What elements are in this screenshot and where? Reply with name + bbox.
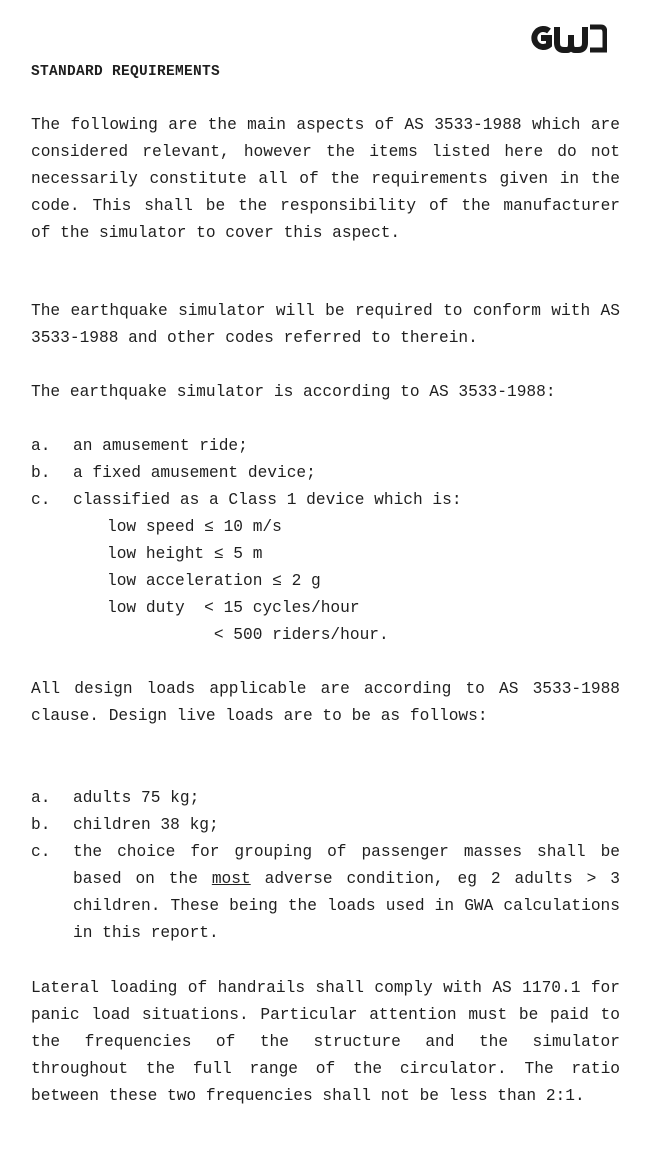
list-item-text: classified as a Class 1 device which is:: [73, 491, 462, 509]
list-item: [31, 433, 620, 460]
list-item: [31, 460, 620, 487]
live-loads-list: [31, 785, 620, 947]
list-marker: a.: [31, 789, 51, 807]
lateral-loading-paragraph: Lateral loading of handrails shall comply with AS 1170.1 for panic load situations. Particular attention must be paid to the frequencies of the structure and the simulator throughout the full range of the circulator. The ratio between these two frequencies shall not be less than 2:1.: [31, 979, 620, 1105]
list-marker: b.: [31, 816, 51, 834]
criterion-acceleration: low acceleration ≤ 2 g: [107, 572, 321, 590]
list-marker: b.: [31, 464, 51, 482]
grouping-text-end: adverse condition, eg 2 adults > 3 children. These being the loads used in GWA calculations in this report.: [73, 870, 620, 942]
list-item: [31, 785, 620, 812]
list-item-text: [73, 839, 620, 947]
section-heading: STANDARD REQUIREMENTS: [31, 64, 221, 80]
classification-intro: The earthquake simulator is according to AS 3533-1988:: [31, 383, 556, 401]
criterion-speed: low speed ≤ 10 m/s: [107, 518, 282, 536]
criterion-duty-cycles: low duty < 15 cycles/hour: [107, 599, 360, 617]
criterion-duty-riders: < 500 riders/hour.: [107, 626, 389, 644]
list-item-text: adults 75 kg;: [73, 789, 200, 807]
list-marker: c.: [31, 843, 51, 861]
list-item: [31, 839, 620, 947]
criterion-height: low height ≤ 5 m: [107, 545, 263, 563]
list-item: [31, 487, 620, 514]
class1-criteria: [107, 514, 389, 649]
list-marker: a.: [31, 437, 51, 455]
grouping-text-start: the choice for grouping of passenger masses shall be based on the: [73, 843, 620, 888]
conformance-paragraph: The earthquake simulator will be required to conform with AS 3533-1988 and other codes referred to therein.: [31, 302, 620, 347]
gwa-logo: [527, 23, 607, 53]
design-loads-paragraph: All design loads applicable are according to AS 3533-1988 clause. Design live loads are to be as follows:: [31, 680, 620, 725]
list-item-text: children 38 kg;: [73, 816, 219, 834]
list-item-text: a fixed amusement device;: [73, 464, 316, 482]
list-item-text: an amusement ride;: [73, 437, 248, 455]
emphasis-most: most: [211, 870, 251, 888]
intro-paragraph: The following are the main aspects of AS 3533-1988 which are considered relevant, however the items listed here do not necessarily constitute all of the requirements given in the code. This shall be the responsibility of the manufacturer of the simulator to cover this aspect.: [31, 116, 620, 242]
classification-list: [31, 433, 620, 514]
list-item: [31, 812, 620, 839]
list-marker: c.: [31, 491, 51, 509]
